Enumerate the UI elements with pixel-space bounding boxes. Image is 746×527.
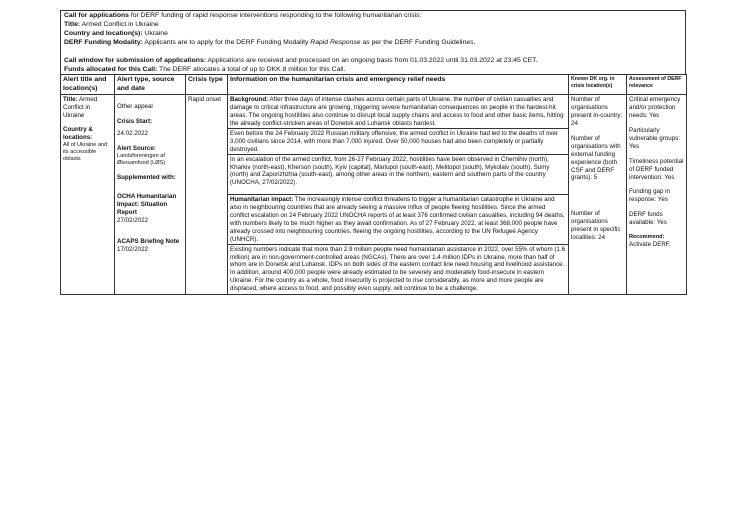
header-alert-type: Alert type, source and date [115, 75, 186, 95]
info-paragraph-5: Existing numbers indicate that more than 2.9 million people need humanitarian assistance in 2022, over 55% of whom (1.6 million) are in non-government-controlled areas (NGCAs). There are over 1.4 million IDPs in Ukraine, more than half of whom are in Donetsk and Luhansk. IDPs on both sides of the eastern contact line need housing and livelihood assistance. In addition, around 400,000 people were already estimated to be severely and moderately food-insecure in eastern Ukraine. For the country as a whole, food insecurity is projected to rise considerably, as more and more people are displaced, where access to food, and possibly even supply, will continue to be a challenge. [228, 244, 568, 293]
table-header-row [61, 75, 687, 95]
header-alert-title: Alert title and location(s) [61, 75, 115, 95]
alert-country-label: Country & locations: [63, 125, 93, 141]
background-text: After three days of intense clashes across certain parts of Ukraine, the number of civilian casualties and damage to critical infrastructure are growing, triggering severe humanitarian consequences on people in the hardest-hit areas. The ongoing hostilities also continue to disrupt local supply chains and access to food and other basic items, hitting the already conflict-stricken areas of Donetsk and Luhansk oblasts hardest. [230, 96, 564, 127]
title-line [64, 21, 682, 30]
alert-title-value: Armed Conflict in Ukraine [63, 96, 98, 120]
ocha-date: 27/02/2022 [117, 216, 148, 224]
modality-text: Applicants are to apply for the DERF Funding Modality [142, 38, 311, 46]
alert-country-value: All of Ukraine and its accessible oblasts [63, 141, 108, 162]
title-value: Armed Conflict in Ukraine [80, 20, 159, 28]
cell-info [228, 95, 569, 295]
funds-value: The DERF allocates a total of up to DKK 8 million for this Call. [157, 65, 346, 73]
cell-alert-type [115, 95, 186, 295]
window-label: Call window for submission of applications: [64, 56, 206, 64]
assessment-item-1: Critical emergency and/or protection needs: Yes [629, 96, 681, 120]
alert-source-value: Landsforeningen af Økosamfund (LØS) [117, 152, 166, 166]
known-dk-item-3: Number of organisations present in specific localities: 24 [571, 210, 621, 242]
window-value: Applications are received and processed on an ongoing basis from 01.03.2022 until 31.03.2022 at 23:45 CET. [206, 56, 538, 64]
cell-alert-title [61, 95, 115, 295]
assessment-item-3: Timeliness potential of DERF funded intervention: Yes [629, 157, 684, 181]
ocha-label: OCHA Humanitarian Impact: Situation Report [117, 192, 177, 216]
alert-source-label: Alert Source: [117, 144, 156, 152]
recommend-label: Recommend: [629, 234, 665, 241]
crisis-type-value: Rapid onset [188, 96, 222, 104]
acaps-date: 17/02/2022 [117, 246, 148, 254]
known-dk-item-2: Number of organisations with external funding experience (both CSF and DERF grants): 5 [571, 134, 621, 182]
background-paragraph [230, 96, 566, 128]
impact-paragraph [228, 194, 568, 243]
country-line [64, 30, 682, 39]
crisis-start-value: 24.02.2022 [117, 130, 148, 138]
table-row [61, 95, 687, 295]
country-label: Country and location(s): [64, 29, 143, 37]
supplemented-label: Supplemented with: [117, 173, 176, 181]
cell-assessment [627, 95, 687, 295]
alert-type-value: Other appeal [117, 103, 153, 111]
alert-title-label: Title: [63, 96, 78, 104]
info-paragraph-2: Even before the 24 February 2022 Russian military offensive, the armed conflict in Ukraine had led to the deaths of over 3,000 civilians since 2014, with more than 7,000 injured. Over 50,000 houses had also been completely or partially destroyed. [228, 128, 568, 154]
document-page [60, 10, 686, 295]
acaps-label: ACAPS Briefing Note [117, 238, 180, 246]
window-line [64, 57, 682, 66]
modality-label: DERF Funding Modality: [64, 38, 143, 46]
modality-text-end: as per the DERF Funding Guidelines. [360, 38, 476, 46]
header-known-dk: Known DK org. in crisis location(s) [569, 75, 627, 95]
info-paragraph-3: In an escalation of the armed conflict, from 26-27 February 2022, hostilities have been observed in Chernihiv (north), Kharkiv (north-east), Kherson (south), Kyiv (capital), Mariupol (south-east), Melitopol (south), Mykolaiv (south), Sumy (north) and Zaporizhzhia (south-east), among other areas in the northern, eastern and southern parts of the country (UNOCHA, 27/02/2022). [228, 154, 568, 188]
background-label: Background: [230, 96, 269, 104]
title-label: Title: [64, 20, 81, 28]
assessment-item-4: Funding gap in response: Yes [629, 188, 670, 204]
recommend-value: Activate DERF. [629, 241, 671, 249]
call-label: Call for applications [64, 12, 129, 19]
funds-line [64, 66, 682, 75]
cell-known-dk [569, 95, 627, 295]
assessment-item-2: Particularly vulnerable groups: Yes [629, 126, 680, 150]
known-dk-item-1: Number of organisations present in-country: 24 [571, 96, 623, 127]
crisis-start-label: Crisis Start: [117, 118, 153, 126]
header-info: Information on the humanitarian crisis and emergency relief needs [228, 75, 569, 95]
country-value: Ukraine [142, 29, 168, 37]
modality-line [64, 39, 682, 48]
alert-table [60, 74, 687, 295]
cell-crisis-type [186, 95, 228, 295]
impact-label: Humanitarian impact: [230, 196, 294, 204]
funds-label: Funds allocated for this Call: [64, 65, 158, 73]
call-text: for DERF funding of rapid response interventions responding to the following humanitarian crisis: [128, 12, 422, 19]
assessment-item-5: DERF funds available: Yes [629, 211, 667, 227]
modality-emphasis: Rapid Response [310, 38, 361, 46]
call-header [60, 10, 686, 74]
impact-text: The increasingly intense conflict threatens to trigger a humanitarian catastrophe in Ukraine and also in neighbouring countries that are already seeing a massive influx of people fleeing hostilities. Since the armed conflict escalation on 24 February 2022 UNOCHA reports of at least 376 confirmed civilian casualties, including 94 deaths, with numbers likely to be much higher as they await confirmation. As of 27 February 2022, at least 368,000 people have already crossed into neighbouring countries, fleeing the ongoing hostilities, according to the UN Refugee Agency (UNHCR). [230, 196, 565, 243]
call-line [64, 12, 682, 21]
header-assessment: Assessment of DERF relevance [627, 75, 687, 95]
header-crisis-type: Crisis type [186, 75, 228, 95]
